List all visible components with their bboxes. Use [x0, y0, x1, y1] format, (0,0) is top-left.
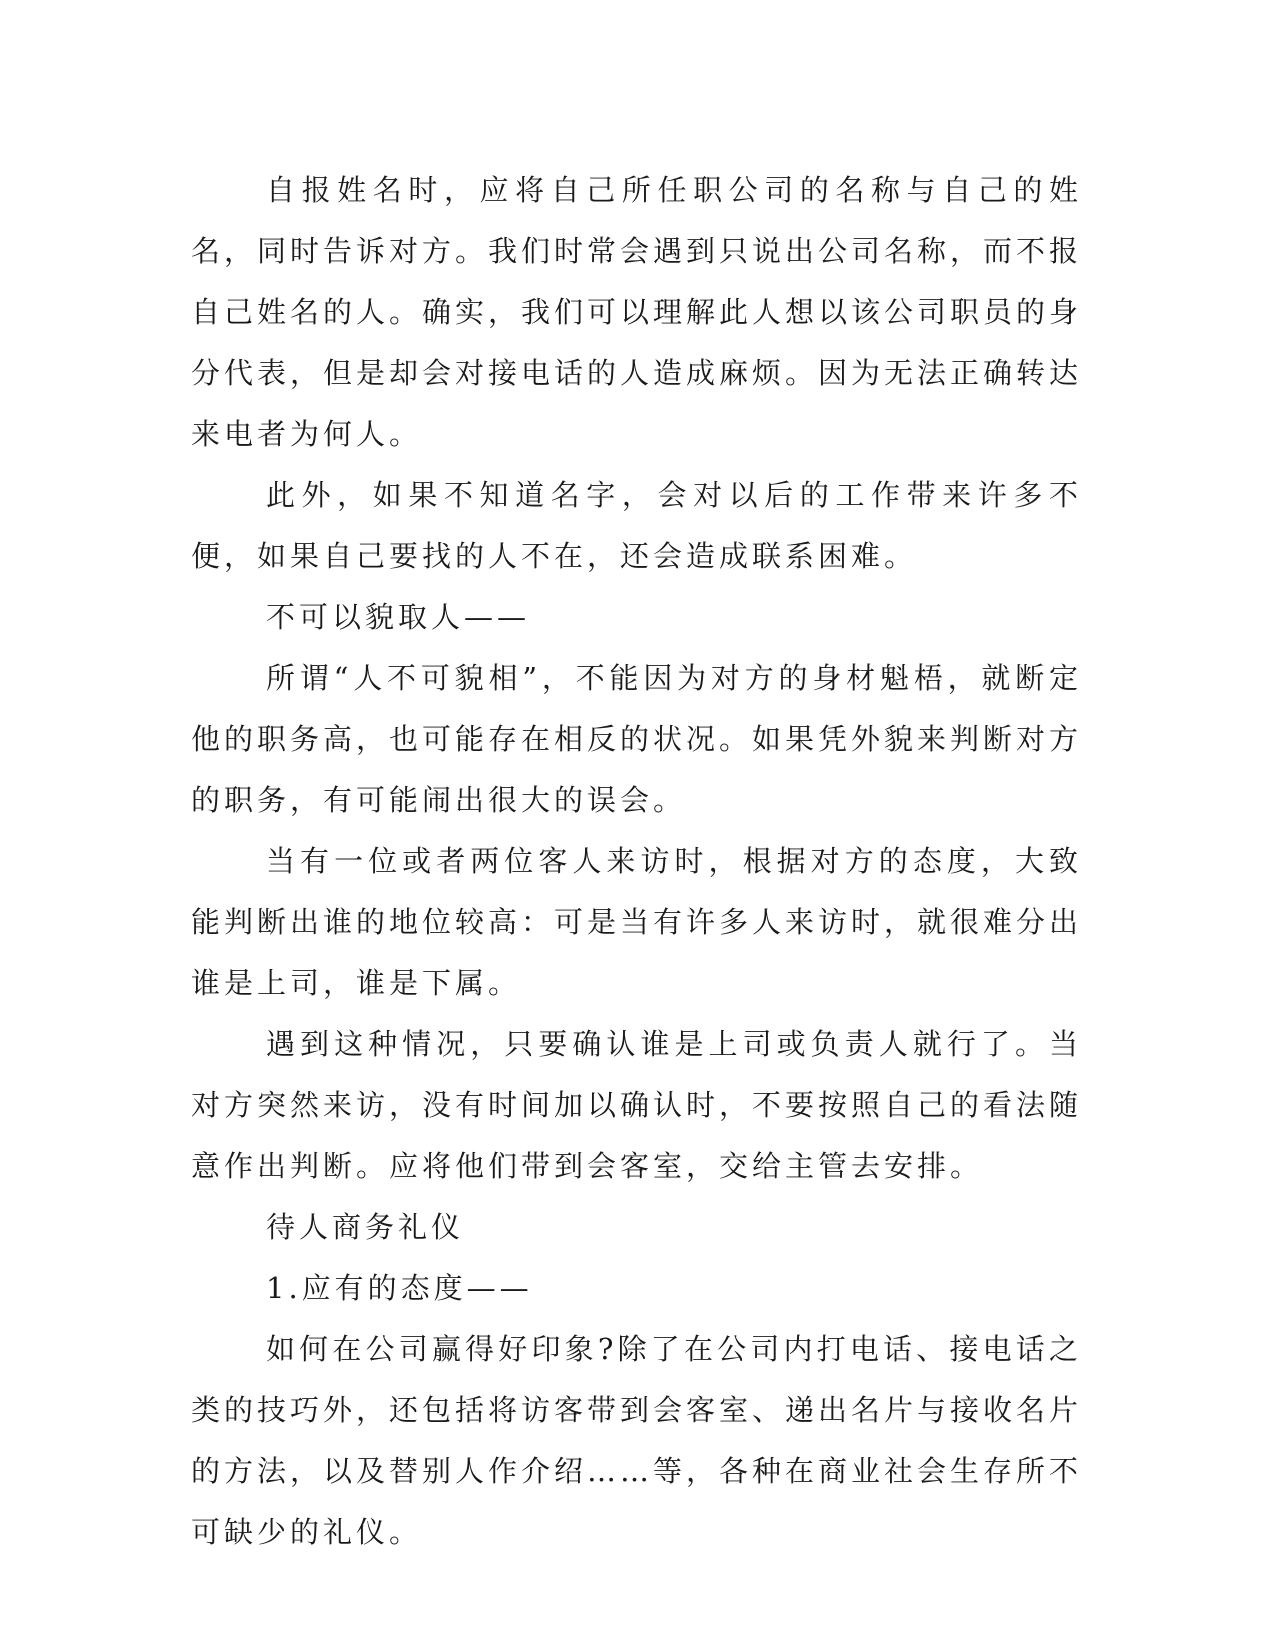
- heading-proper-attitude: 1.应有的态度——: [266, 1271, 533, 1305]
- paragraph-good-impression: 如何在公司赢得好印象?除了在公司内打电话、接电话之类的技巧外，还包括将访客带到会客室、递出名片与接收名片的方法，以及替别人作介绍……等，各种在商业社会生存所不可缺少的礼仪。: [191, 1332, 1083, 1549]
- paragraph-self-introduction: 自报姓名时，应将自己所任职公司的名称与自己的姓名，同时告诉对方。我们时常会遇到只说出公司名称，而不报自己姓名的人。确实，我们可以理解此人想以该公司职员的身分代表，但是却会对接电话的人造成麻烦。因为无法正确转达来电者为何人。: [191, 173, 1083, 451]
- paragraph-confirm-supervisor: 遇到这种情况，只要确认谁是上司或负责人就行了。当对方突然来访，没有时间加以确认时，不要按照自己的看法随意作出判断。应将他们带到会客室，交给主管去安排。: [191, 1027, 1083, 1183]
- heading-appearance: 不可以貌取人——: [266, 600, 531, 634]
- paragraph-appearance: 所谓“人不可貌相”，不能因为对方的身材魁梧，就断定他的职务高，也可能存在相反的状况。如果凭外貌来判断对方的职务，有可能闹出很大的误会。: [191, 661, 1083, 817]
- paragraph-name-importance: 此外，如果不知道名字，会对以后的工作带来许多不便，如果自己要找的人不在，还会造成联系困难。: [191, 478, 1082, 573]
- paragraph-visitors: 当有一位或者两位客人来访时，根据对方的态度，大致能判断出谁的地位较高：可是当有许多人来访时，就很难分出谁是上司，谁是下属。: [191, 844, 1083, 1000]
- heading-business-etiquette: 待人商务礼仪: [266, 1210, 465, 1244]
- document-body: [191, 160, 1082, 1563]
